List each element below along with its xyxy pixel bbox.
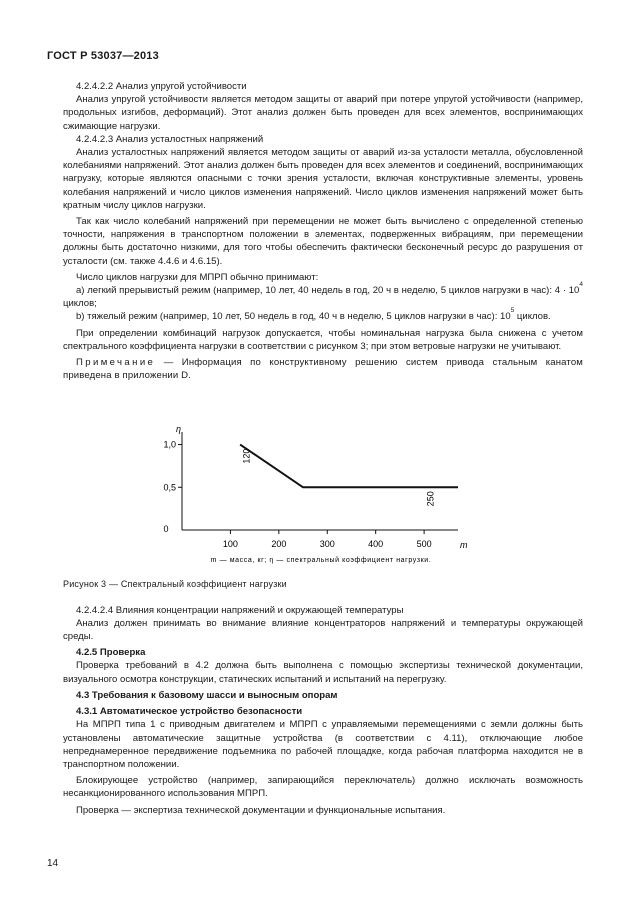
x-axis-label: m xyxy=(460,540,468,551)
x-tick-label: 0 xyxy=(163,524,169,535)
section-heading: 4.2.4.2.3 Анализ усталостных напряжений xyxy=(76,133,264,145)
paragraph: На МПРП типа 1 с приводным двигателем и МПРП с управляемыми перемещениями с земли должны быть установлены автоматические защитные устройства (в соответствии с 4.11), отключающие любое непреднамеренное передвижение подъемника по рабочей площадке, когда рабочая платформа находится не в транспортном положении. xyxy=(63,719,583,770)
section-heading: 4.2.4.2.2 Анализ упругой устойчивости xyxy=(76,81,247,92)
section-heading: 4.2.4.2.4 Влияния концентрации напряжений и окружающей температуры xyxy=(76,604,404,616)
data-label: 250 xyxy=(425,491,436,507)
series-line xyxy=(240,445,458,488)
x-tick-label: 500 xyxy=(416,539,432,550)
exponent: 5 xyxy=(510,307,515,315)
section-heading-bold: 4.3 Требования к базовому шасси и выносным опорам xyxy=(76,689,338,701)
x-tick-label: 300 xyxy=(319,539,335,550)
spectral-chart xyxy=(63,386,583,576)
list-item-text: a) легкий прерывистый режим (например, 10 лет, 40 недель в год, 20 ч в неделю, 5 циклов нагрузки в час): 4 · 10 xyxy=(76,285,580,297)
list-item-text: b) тяжелый режим (например, 10 лет, 50 недель в год, 40 ч в неделю, 5 циклов нагрузки в час): 10 xyxy=(76,311,511,323)
y-axis-label: η xyxy=(176,424,181,435)
section-heading-bold: 4.3.1 Автоматическое устройство безопасности xyxy=(76,706,303,718)
data-label: 120 xyxy=(241,449,252,465)
x-tick-label: 100 xyxy=(222,539,238,550)
x-tick-label: 200 xyxy=(271,539,287,550)
note-label: Примечание xyxy=(76,357,156,369)
paragraph: Проверка — экспертиза технической документации и функциональные испытания. xyxy=(76,804,446,816)
section-heading-bold: 4.2.5 Проверка xyxy=(76,647,146,659)
paragraph: Так как число колебаний напряжений при перемещении не может быть вычислено с определенной степенью точности, напряжения в транспортном положении в элементах, подверженных вибрациям, при перемещении должны быть достаточно низкими, для того чтобы обеспечить фактически бесконечный ресурс до разрушения от усталости (см. также 4.4.6 и 4.6.15). xyxy=(63,216,583,267)
exponent: 4 xyxy=(579,281,583,289)
note-text: — Информация по конструктивному решению систем привода стальным канатом приведена в приложении D. xyxy=(63,357,583,382)
paragraph: Число циклов нагрузки для МПРП обычно принимают: xyxy=(76,271,319,283)
note xyxy=(63,356,583,382)
page-number: 14 xyxy=(47,858,59,869)
x-tick-label: 400 xyxy=(368,539,384,550)
list-item xyxy=(63,307,583,323)
paragraph: При определении комбинаций нагрузок допускается, чтобы номинальная нагрузка была снижена с учетом спектрального коэффициента нагрузки в соответствии с рисунком 3; при этом ветровые нагрузки не учитывают. xyxy=(63,327,583,352)
y-tick-label: 1,0 xyxy=(163,440,176,451)
figure-3 xyxy=(63,386,583,576)
list-item-text: циклов; xyxy=(63,298,97,310)
list-item-text: циклов. xyxy=(514,311,551,323)
document-header: ГОСТ Р 53037—2013 xyxy=(47,50,159,62)
document-body xyxy=(63,80,583,817)
figure-caption: Рисунок 3 — Спектральный коэффициент нагрузки xyxy=(63,579,287,590)
list-item xyxy=(63,281,583,310)
paragraph: Анализ усталостных напряжений является методом защиты от аварий из-за усталости металла, обусловленной колебаниями напряжений. Этот анализ должен быть проведен для всех элементов и соединений, воспринимающих нагрузку, которые являются опасными с точки зрения усталости, включая конструктивные элементы, уровень колебания напряжений и число циклов изменения напряжений. Число циклов изменения напряжений может быть кратным числу циклов нагрузки. xyxy=(63,147,583,211)
paragraph: Анализ упругой устойчивости является методом защиты от аварий при потере упругой устойчивости (например, продольных изгибов, деформаций). Этот анализ должен быть проведен для всех элементов, воспринимающих сжимающие нагрузки. xyxy=(63,94,583,132)
paragraph: Блокирующее устройство (например, запирающийся переключатель) должно исключать возможность несанкционированного использования МПРП. xyxy=(63,775,583,800)
paragraph: Анализ должен принимать во внимание влияние концентраторов напряжений и температуры окружающей среды. xyxy=(63,617,583,643)
paragraph: Проверка требований в 4.2 должна быть выполнена с помощью экспертизы технической документации, визуального осмотра конструкции, статических испытаний и испытаний на перегрузку. xyxy=(63,660,583,685)
chart-legend-text: m — масса, кг; η — спектральный коэффициент нагрузки. xyxy=(210,557,432,565)
y-tick-label: 0,5 xyxy=(163,482,176,493)
